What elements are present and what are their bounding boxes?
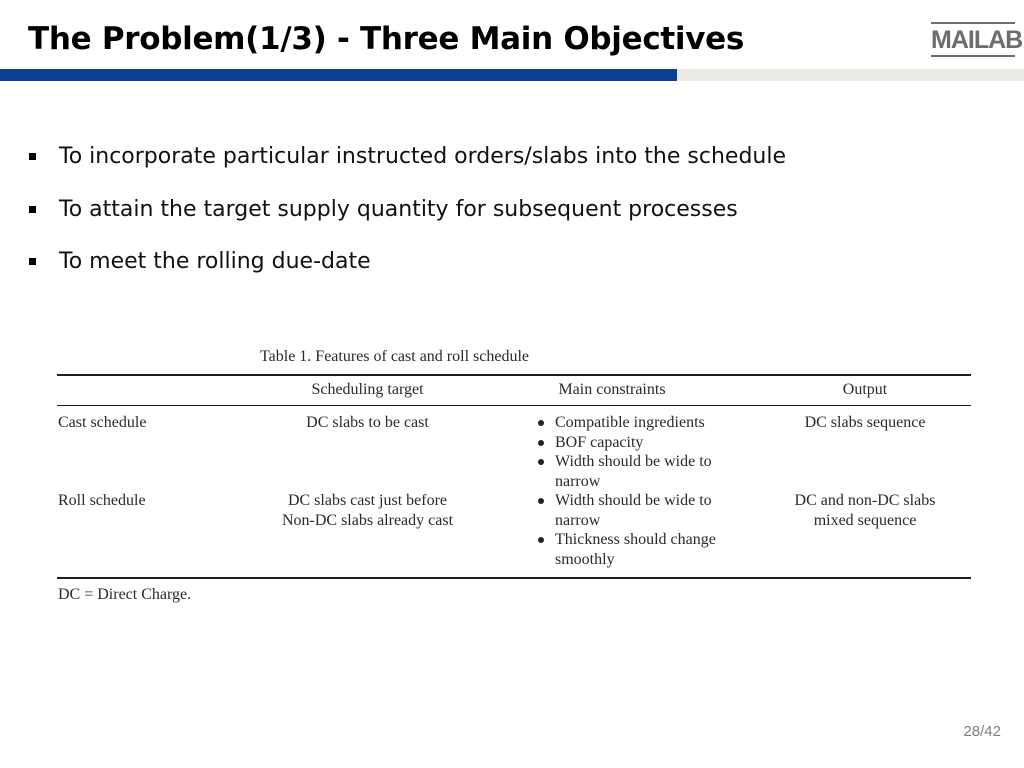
table-caption: Table 1. Features of cast and roll schedule xyxy=(259,348,529,365)
roll-output-line-2: mixed sequence xyxy=(813,511,917,529)
page-number: 28/42 xyxy=(963,723,1001,740)
header-main-constraints: Main constraints xyxy=(558,381,666,398)
roll-scheduling-target-line-1: DC slabs cast just before xyxy=(287,492,448,509)
logo-top-rule xyxy=(931,22,1015,24)
bullet-dot-icon xyxy=(538,459,544,465)
table-header-row xyxy=(57,376,971,405)
constraint-item xyxy=(525,530,750,569)
objective-item xyxy=(28,138,786,191)
square-bullet-icon xyxy=(29,258,36,265)
header-scheduling-target: Scheduling target xyxy=(311,381,424,398)
objective-item xyxy=(28,191,786,244)
features-table xyxy=(57,344,971,605)
bullet-dot-icon xyxy=(538,498,544,504)
objective-text: To meet the rolling due-date xyxy=(59,249,371,274)
objective-text: To incorporate particular instructed orders/slabs into the schedule xyxy=(59,144,786,169)
bullet-dot-icon xyxy=(538,440,544,446)
cast-constraints-list xyxy=(525,413,750,491)
roll-output-line-1: DC and non-DC slabs xyxy=(794,492,936,509)
logo-bottom-rule xyxy=(931,55,1015,57)
constraint-text: Width should be wide to narrow xyxy=(555,492,712,529)
objective-item xyxy=(28,243,786,296)
row-label-roll-schedule: Roll schedule xyxy=(58,492,146,509)
logo-text: MAILAB xyxy=(931,26,1023,54)
constraint-item xyxy=(525,452,750,491)
constraint-item xyxy=(525,413,750,433)
table-footnote: DC = Direct Charge. xyxy=(58,586,192,603)
square-bullet-icon xyxy=(29,153,36,160)
cast-scheduling-target: DC slabs to be cast xyxy=(306,414,429,431)
table-body xyxy=(57,406,971,577)
bullet-dot-icon xyxy=(538,537,544,543)
constraint-text: Width should be wide to narrow xyxy=(555,453,712,490)
bullet-dot-icon xyxy=(538,420,544,426)
row-label-cast-schedule: Cast schedule xyxy=(58,414,147,431)
objectives-list xyxy=(28,138,786,296)
roll-constraints-list xyxy=(525,491,750,569)
constraint-text: BOF capacity xyxy=(555,433,644,451)
constraint-item xyxy=(525,491,750,530)
constraint-text: Thickness should change smoothly xyxy=(555,531,716,568)
constraint-text: Compatible ingredients xyxy=(555,414,705,431)
header-bar xyxy=(0,69,677,81)
square-bullet-icon xyxy=(29,206,36,213)
header-output: Output xyxy=(842,381,888,398)
mailab-logo xyxy=(931,22,1023,58)
roll-scheduling-target-line-2: Non-DC slabs already cast xyxy=(281,511,454,529)
objective-text: To attain the target supply quantity for subsequent processes xyxy=(59,196,738,222)
cast-output: DC slabs sequence xyxy=(804,414,926,431)
header-bar-tail xyxy=(677,69,1024,81)
slide-title: The Problem(1/3) - Three Main Objectives xyxy=(28,21,745,57)
constraint-item xyxy=(525,433,750,453)
